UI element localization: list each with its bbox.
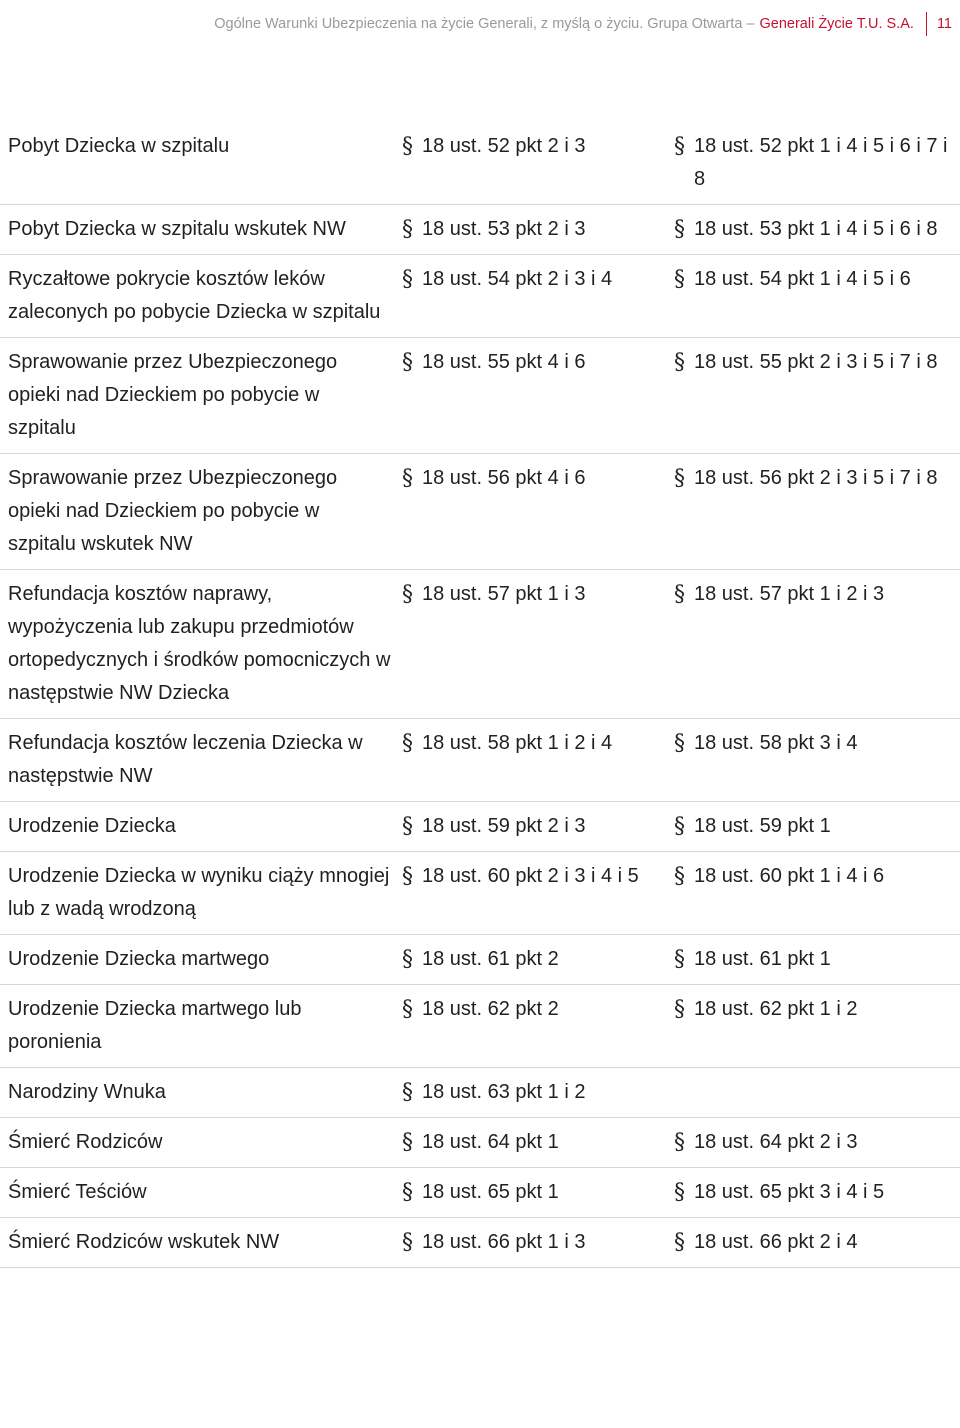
benefit-name: Narodziny Wnuka [0,1068,402,1118]
benefit-name: Sprawowanie przez Ubezpieczonego opieki nad Dzieckiem po pobycie w szpitalu wskutek NW [0,454,402,570]
reference-sum-insured [402,454,674,570]
benefit-name: Sprawowanie przez Ubezpieczonego opieki nad Dzieckiem po pobycie w szpitalu [0,338,402,454]
reference-text: 18 ust. 61 pkt 1 [694,948,831,970]
reference-exclusions [674,1068,960,1118]
reference-sum-insured [402,1068,674,1118]
reference-exclusions [674,1218,960,1268]
reference-text: 18 ust. 65 pkt 1 [422,1181,559,1203]
section-sign-icon: § [402,217,413,242]
benefit-name: Urodzenie Dziecka martwego [0,935,402,985]
reference-text: 18 ust. 66 pkt 1 i 3 [422,1231,586,1253]
reference-text: 18 ust. 63 pkt 1 i 2 [422,1081,586,1103]
reference-exclusions [674,1118,960,1168]
reference-sum-insured [402,802,674,852]
section-sign-icon: § [674,731,685,756]
page-number: 11 [936,16,952,32]
table-row [0,205,960,255]
section-sign-icon: § [674,134,685,159]
brand-name: Generali Życie T.U. S.A. [759,16,914,32]
table-row [0,1218,960,1268]
benefit-name: Pobyt Dziecka w szpitalu [0,122,402,205]
reference-exclusions [674,205,960,255]
reference-text: 18 ust. 59 pkt 1 [694,815,831,837]
section-sign-icon: § [674,864,685,889]
section-sign-icon: § [402,1080,413,1105]
table-row [0,802,960,852]
table-row [0,338,960,454]
section-sign-icon: § [402,350,413,375]
reference-text: 18 ust. 52 pkt 1 i 4 i 5 i 6 i 7 i 8 [694,135,948,190]
reference-text: 18 ust. 60 pkt 1 i 4 i 6 [694,865,885,887]
benefit-name: Urodzenie Dziecka martwego lub poronienia [0,985,402,1068]
table-row [0,255,960,338]
table-body [0,122,960,1268]
section-sign-icon: § [674,1230,685,1255]
benefit-name: Refundacja kosztów leczenia Dziecka w następstwie NW [0,719,402,802]
reference-sum-insured [402,338,674,454]
section-sign-icon: § [402,814,413,839]
table-row [0,454,960,570]
section-sign-icon: § [402,466,413,491]
reference-exclusions [674,454,960,570]
reference-sum-insured [402,570,674,719]
benefit-name: Śmierć Rodziców [0,1118,402,1168]
reference-sum-insured [402,985,674,1068]
reference-text: 18 ust. 53 pkt 2 i 3 [422,218,586,240]
reference-text: 18 ust. 54 pkt 1 i 4 i 5 i 6 [694,268,911,290]
section-sign-icon: § [674,1130,685,1155]
reference-sum-insured [402,205,674,255]
page-header [214,12,960,36]
section-sign-icon: § [402,1230,413,1255]
reference-sum-insured [402,122,674,205]
benefit-name: Refundacja kosztów naprawy, wypożyczenia lub zakupu przedmiotów ortopedycznych i środków pomocniczych w następstwie NW Dziecka [0,570,402,719]
reference-text: 18 ust. 57 pkt 1 i 3 [422,583,586,605]
section-sign-icon: § [402,947,413,972]
table-row [0,1068,960,1118]
reference-text: 18 ust. 61 pkt 2 [422,948,559,970]
reference-text: 18 ust. 59 pkt 2 i 3 [422,815,586,837]
reference-text: 18 ust. 55 pkt 4 i 6 [422,351,586,373]
reference-exclusions [674,255,960,338]
section-sign-icon: § [674,466,685,491]
section-sign-icon: § [674,814,685,839]
reference-text: 18 ust. 66 pkt 2 i 4 [694,1231,858,1253]
table-row [0,985,960,1068]
section-sign-icon: § [674,350,685,375]
reference-text: 18 ust. 58 pkt 3 i 4 [694,732,858,754]
reference-text: 18 ust. 64 pkt 1 [422,1131,559,1153]
reference-text: 18 ust. 60 pkt 2 i 3 i 4 i 5 [422,865,639,887]
reference-exclusions [674,719,960,802]
reference-text: 18 ust. 58 pkt 1 i 2 i 4 [422,732,613,754]
reference-exclusions [674,338,960,454]
section-sign-icon: § [402,864,413,889]
reference-text: 18 ust. 62 pkt 1 i 2 [694,998,858,1020]
reference-text: 18 ust. 62 pkt 2 [422,998,559,1020]
table-row [0,719,960,802]
section-sign-icon: § [402,1180,413,1205]
table-row [0,570,960,719]
reference-text: 18 ust. 56 pkt 4 i 6 [422,467,586,489]
reference-sum-insured [402,935,674,985]
table-row [0,935,960,985]
benefit-name: Śmierć Rodziców wskutek NW [0,1218,402,1268]
section-sign-icon: § [674,267,685,292]
section-sign-icon: § [674,217,685,242]
reference-exclusions [674,570,960,719]
reference-exclusions [674,1168,960,1218]
reference-exclusions [674,852,960,935]
reference-text: 18 ust. 52 pkt 2 i 3 [422,135,586,157]
section-sign-icon: § [402,997,413,1022]
benefit-name: Pobyt Dziecka w szpitalu wskutek NW [0,205,402,255]
reference-exclusions [674,935,960,985]
header-divider [926,12,927,36]
benefit-name: Urodzenie Dziecka [0,802,402,852]
benefit-name: Urodzenie Dziecka w wyniku ciąży mnogiej lub z wadą wrodzoną [0,852,402,935]
reference-exclusions [674,985,960,1068]
reference-sum-insured [402,852,674,935]
reference-text: 18 ust. 56 pkt 2 i 3 i 5 i 7 i 8 [694,467,938,489]
reference-sum-insured [402,1118,674,1168]
reference-text: 18 ust. 64 pkt 2 i 3 [694,1131,858,1153]
table-row [0,1118,960,1168]
benefits-reference-table [0,122,960,1268]
section-sign-icon: § [674,1180,685,1205]
reference-sum-insured [402,719,674,802]
section-sign-icon: § [402,731,413,756]
benefit-name: Śmierć Teściów [0,1168,402,1218]
section-sign-icon: § [674,997,685,1022]
reference-text: 18 ust. 54 pkt 2 i 3 i 4 [422,268,613,290]
reference-exclusions [674,802,960,852]
section-sign-icon: § [402,582,413,607]
table-row [0,852,960,935]
benefit-name: Ryczałtowe pokrycie kosztów leków zaleconych po pobycie Dziecka w szpitalu [0,255,402,338]
reference-sum-insured [402,255,674,338]
document-title: Ogólne Warunki Ubezpieczenia na życie Generali, z myślą o życiu. Grupa Otwarta – [214,16,755,32]
reference-sum-insured [402,1218,674,1268]
table-row [0,1168,960,1218]
reference-sum-insured [402,1168,674,1218]
reference-text: 18 ust. 65 pkt 3 i 4 i 5 [694,1181,885,1203]
table-row [0,122,960,205]
section-sign-icon: § [674,947,685,972]
reference-text: 18 ust. 57 pkt 1 i 2 i 3 [694,583,885,605]
section-sign-icon: § [674,582,685,607]
section-sign-icon: § [402,1130,413,1155]
section-sign-icon: § [402,267,413,292]
reference-text: 18 ust. 55 pkt 2 i 3 i 5 i 7 i 8 [694,351,938,373]
reference-exclusions [674,122,960,205]
reference-text: 18 ust. 53 pkt 1 i 4 i 5 i 6 i 8 [694,218,938,240]
section-sign-icon: § [402,134,413,159]
